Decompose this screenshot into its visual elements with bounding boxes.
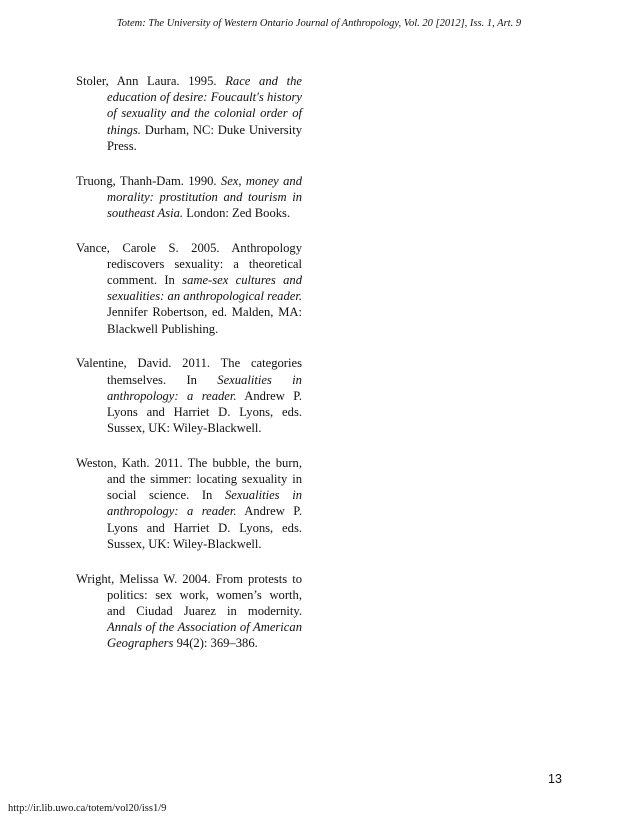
reference-entry [76, 173, 302, 222]
ref-title: Annals of the Association of American Geographers [107, 620, 302, 651]
reference-entry [76, 455, 302, 552]
reference-entry [76, 571, 302, 652]
footer-url[interactable]: http://ir.lib.uwo.ca/totem/vol20/iss1/9 [8, 803, 167, 814]
ref-text: Weston, Kath. 2011. The bubble, the burn, and the simmer: locating sexuality in social science. In [76, 455, 302, 503]
ref-title: Race and the education of desire: Foucault's history of sexuality and the colonial order of things. [107, 74, 302, 137]
ref-text: 94(2): 369–386. [173, 636, 258, 651]
ref-text: Durham, NC: Duke University Press. [107, 122, 302, 153]
ref-text: Vance, Carole S. 2005. Anthropology rediscovers sexuality: a theoretical comment. In [76, 240, 302, 288]
ref-text: Wright, Melissa W. 2004. From protests to politics: sex work, women’s worth, and Ciudad Juarez in modernity. [76, 571, 302, 618]
ref-text: Stoler, Ann Laura. 1995. [76, 74, 226, 88]
ref-text: Andrew P. Lyons and Harriet D. Lyons, eds. Sussex, UK: Wiley-Blackwell. [107, 504, 302, 551]
ref-text: Valentine, David. 2011. The categories themselves. In [76, 356, 302, 387]
page-number: 13 [548, 772, 562, 786]
reference-entry [76, 240, 302, 337]
ref-text: Truong, Thanh-Dam. 1990. [76, 173, 221, 188]
ref-title: same-sex cultures and sexualities: an anthropological reader. [107, 273, 302, 304]
reference-list [76, 73, 302, 670]
ref-text: Andrew P. Lyons and Harriet D. Lyons, eds. Sussex, UK: Wiley-Blackwell. [107, 388, 302, 436]
ref-title: Sex, money and morality: prostitution and tourism in southeast Asia. [107, 173, 302, 220]
running-header: Totem: The University of Western Ontario Journal of Anthropology, Vol. 20 [2012], Iss. 1, Art. 9 [116, 18, 522, 29]
ref-text: Jennifer Robertson, ed. Malden, MA: Blackwell Publishing. [107, 305, 302, 336]
ref-title: Sexualities in anthropology: a reader. [107, 488, 302, 519]
reference-entry [76, 355, 302, 436]
reference-entry [76, 73, 302, 154]
ref-title: Sexualities in anthropology: a reader. [107, 372, 302, 403]
ref-text: London: Zed Books. [183, 205, 291, 220]
